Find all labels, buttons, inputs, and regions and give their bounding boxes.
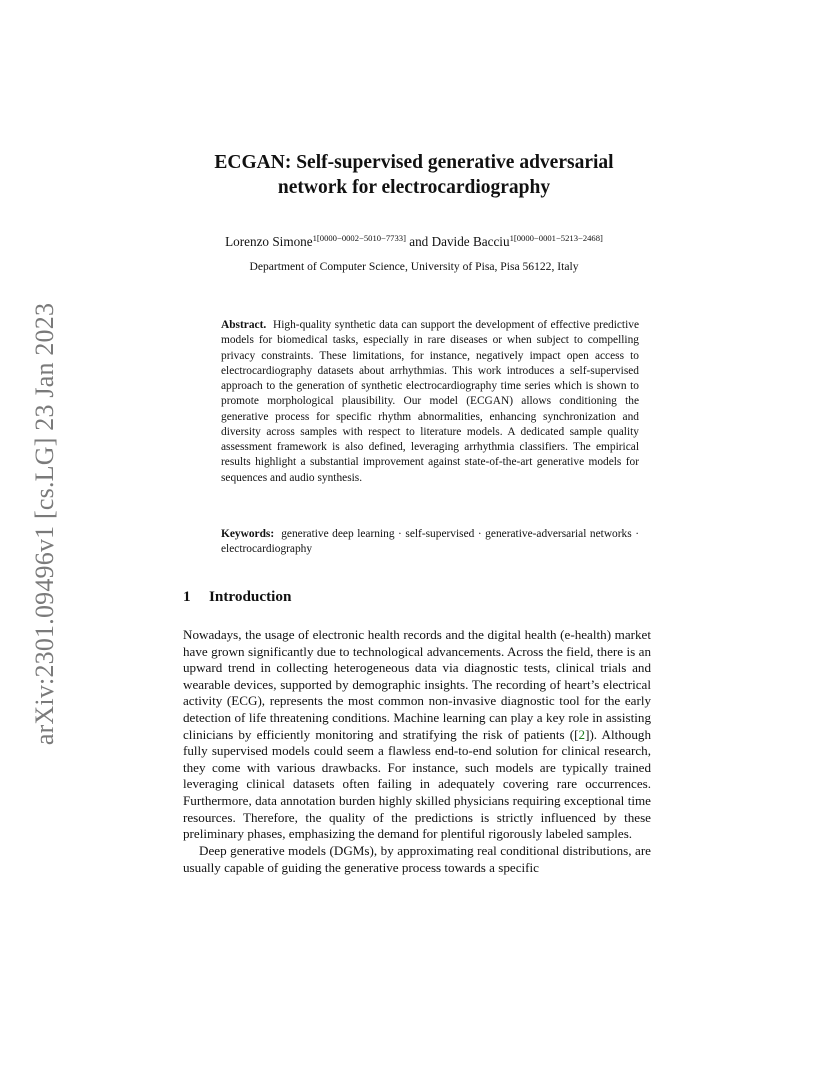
abstract-label: Abstract. bbox=[221, 319, 267, 331]
author-orcid: 1[0000−0002−5010−7733] bbox=[312, 233, 406, 243]
section-heading bbox=[183, 588, 291, 606]
arxiv-identifier: arXiv:2301.09496v1 [cs.LG] 23 Jan 2023 bbox=[30, 302, 59, 746]
author-orcid: 1[0000−0001−5213−2468] bbox=[509, 233, 603, 243]
body-paragraph bbox=[183, 627, 651, 843]
abstract bbox=[221, 318, 639, 486]
author-name: Davide Bacciu bbox=[431, 234, 510, 249]
section-number: 1 bbox=[183, 588, 191, 605]
arxiv-sidebar bbox=[28, 288, 62, 760]
citation-link[interactable]: 2 bbox=[578, 726, 586, 742]
paper-title bbox=[140, 150, 688, 200]
author-list bbox=[140, 229, 688, 251]
affiliation: Department of Computer Science, University of Pisa, Pisa 56122, Italy bbox=[249, 260, 579, 273]
abstract-text: High-quality synthetic data can support the development of effective predictive models for biomedical tasks, especially in rare diseases or when subject to compelling privacy constraints. These limitations, for instance, negatively impact open access to electrocardiography datasets about arrhythmias. This work introduces a self-supervised approach to the generation of synthetic electrocardiography time series which is shown to promote morphological plausibility. Our model (ECGAN) allows conditioning the generative process for specific rhythm abnormalities, enhancing synchronization and diversity across samples with respect to literature models. A dedicated sample quality assessment framework is also defined, leveraging arrhythmia classifiers. The empirical results highlight a substantial improvement against state-of-the-art generative models for sequences and audio synthesis. bbox=[221, 319, 639, 484]
paragraph-text: Nowadays, the usage of electronic health records and the digital health (e-health) market have grown significantly due to technological advancements. Across the field, there is an upward trend in collecting heterogeneous data via diagnostic tests, clinical trials and wearable devices, supported by demographic insights. The recording of heart’s electrical activity (ECG), represents the most common non-invasive diagnostic tool for the early detection of life threatening conditions. Machine learning can play a key role in assisting clinicians by efficiently monitoring and stratifying the risk of patients ([ bbox=[183, 627, 651, 742]
title-line-2: network for electrocardiography bbox=[277, 177, 551, 198]
author-name: Lorenzo Simone bbox=[225, 234, 313, 249]
title-line-1: ECGAN: Self-supervised generative adversarial bbox=[214, 152, 614, 173]
author-conjunction: and bbox=[405, 234, 432, 249]
keywords-text: generative deep learning · self-supervised · generative-adversarial networks · electrocardiography bbox=[221, 528, 639, 556]
section-title: Introduction bbox=[209, 588, 292, 605]
body-paragraph: Deep generative models (DGMs), by approximating real conditional distributions, are usually capable of guiding the generative process towards a specific bbox=[183, 843, 651, 875]
keywords-label: Keywords: bbox=[221, 528, 275, 540]
keywords bbox=[221, 527, 639, 558]
paragraph-text: ]). Although fully supervised models could seem a flawless end-to-end solution for clinical research, they come with various drawbacks. For instance, such models are typically trained leveraging clinical datasets often failing in adequately covering rare occurrences. Furthermore, data annotation burden highly skilled physicians requiring exceptional time resources. Therefore, the quality of the predictions is strictly influenced by these preliminary phases, emphasizing the demand for plentiful rigorously labeled samples. bbox=[183, 726, 651, 842]
